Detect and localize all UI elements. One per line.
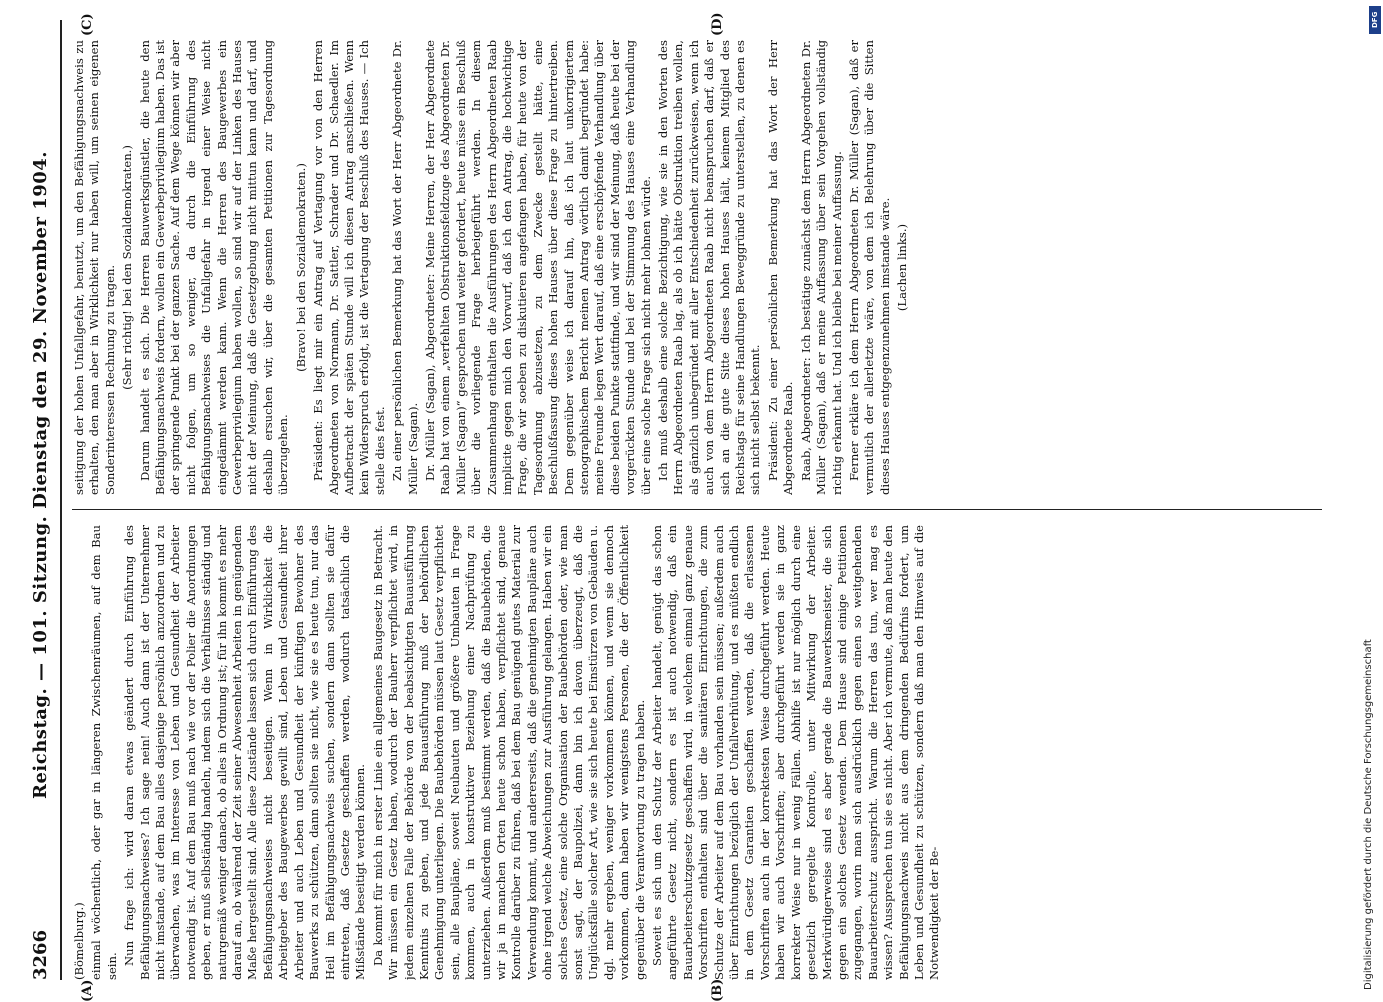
president-statement: Präsident: Zu einer persönlichen Bemerkung hat das Wort der Herr Abgeordnete Raab. [765,40,796,495]
paragraph: einmal wöchentlich, oder gar in längeren Zwischenräumen, auf dem Bau sein. [89,525,119,980]
page-header [20,20,62,980]
speaker-note: (Bömelburg.) [72,902,86,980]
paragraph: Darum handelt es sich. Die Herren Bauwerksgünstler, die heute den Befähigungsnachweis fordern, wollen ein Gewerbeprivilegium haben. Das ist der springende Punkt bei der ganzen Sache. Auf dem Wege können wir aber nicht folgen, um so weniger, da durch die Einführung des Befähigungsnachweises die Unfallgefahr in irgend einer Weise nicht eingedämmt werden kann. Wenn die Herren des Baugewerbes ein Gewerbeprivilegium haben wollen, so sind wir auf der Linken des Hauses nicht der Meinung, daß die Gesetzgebung nicht mittun kann und darf, und deshalb ersuchen wir, über die gesamten Petitionen zur Tagesordnung überzugehen. [137,40,291,495]
margin-marker-c: (C) [80,13,95,36]
rotated-page-content [20,12,1340,1002]
speech-raab: Raab, Abgeordneter: Ich bestätige zunächst dem Herrn Abgeordneten Dr. Müller (Sagan), daß er meine Auffassung über sein Vorgehen vollständig richtig erkannt hat. Und ich bleibe bei meiner Auffassung. [798,40,844,495]
margin-marker-a: (A) [80,979,95,1002]
margin-marker-b: (B) [710,978,725,1002]
dfg-logo: DFG [1369,6,1381,34]
interjection: (Lachen links.) [895,223,910,312]
paragraph: Soweit es sich um den Schutz der Arbeiter handelt, genügt das schon angeführte Gesetz nicht, sondern es ist auch notwendig, daß ein Bauarbeiterschutzgesetz geschaffen wird, in welchem einmal ganz genaue Vorschriften enthalten sind über die sanitären Einrichtungen, die zum Schutze der Arbeiter auf dem Bau vorhanden sein müssen; außerdem auch über Einrichtungen bezüglich der Unfallverhütung, und es müßten endlich in dem Gesetz Garantien geschaffen werden, daß die erlassenen Vorschriften auch in der korrektesten Weise durchgeführt werden. Heute haben wir auch Vorschriften; aber durchgeführt werden sie in ganz korrekter Weise nur in wenig Fällen. Abhilfe ist nur möglich durch eine gesetzlich geregelte Kontrolle, unter Mitwirkung der Arbeiter. Merkwürdigerweise sind es aber gerade die Bauwerksmeister, die sich gegen ein solches Gesetz wenden. Dem Hause sind einige Petitionen zugegangen, worin man sich ausdrücklich gegen einen so weitgehenden Bauarbeiterschutz ausspricht. Warum die Herren das tun, wer mag es wissen? Aussprechen tun sie es nicht. Aber ich vermute, daß man heute den Befähigungsnachweis nicht aus dem dringenden Bedürfnis fordert, um Leben und Gesundheit zu schützen, sondern daß man den Hinweis auf die Notwendigkeit der Be- [650,525,942,980]
digitization-credit: Digitalisierung gefördert durch die Deutsche Forschungsgemeinschaft [1363,639,1374,990]
paragraph: Da kommt für mich in erster Linie ein allgemeines Baugesetz in Betracht. Wir müssen ein Gesetz haben, wodurch der Bauherr verpflichtet wird, in jedem einzelnen Falle der Behörde von der beabsichtigten Bauausführung Kenntnis zu geben, und jede Bauausführung muß der behördlichen Genehmigung unterliegen. Die Baubehörden müssen laut Gesetz verpflichtet sein, alle Baupläne, soweit Neubauten und größere Umbauten in Frage kommen, auch in konstruktiver Beziehung einer Nachprüfung zu unterziehen. Außerdem muß bestimmt werden, daß die Baubehörden, die wir ja in manchen Orten heute schon haben, verpflichtet sind, genaue Kontrolle darüber zu führen, daß bei dem Bau genügend gutes Material zur Verwendung kommt, und andererseits, daß die genehmigten Baupläne auch ohne irgend welche Abweichungen zur Ausführung gelangen. Haben wir ein solches Gesetz, eine solche Organisation der Baubehörden oder, wie man sonst sagt, der Baupolizei, dann bin ich davon überzeugt, daß die Unglücksfälle solcher Art, wie sie sich heute bei Einstürzen von Gebäuden u. dgl. mehr ergeben, weniger vorkommen können, und wenn sie dennoch vorkommen, dann haben wir wenigstens Personen, die der Öffentlichkeit gegenüber die Verantwortung zu tragen haben. [370,525,647,980]
margin-marker-d: (D) [710,12,725,36]
column-divider [72,509,1322,510]
interjection: (Bravo! bei den Sozialdemokraten.) [293,163,308,372]
paragraph: Nun frage ich: wird daran etwas geändert durch Einführung des Befähigungsnachweises? Ich sage nein! Auch dann ist der Unternehmer nicht imstande, auf dem Bau alles dasjenige persönlich anzuordnen und zu überwachen, was im Interesse von Leben und Gesundheit der Arbeiter notwendig ist. Auf dem Bau muß nach wie vor der Polier die Anordnungen geben, er muß selbständig handeln, indem sich die Verhältnisse ständig und naturgemäß weniger danach, ob alles in Ordnung ist; für ihn kommt es mehr darauf an, ob während der Zeit seiner Abwesenheit Arbeiten in genügendem Maße hergestellt sind. Alle diese Zustände lassen sich durch Einführung des Befähigungsnachweises nicht beseitigen. Wenn in Wirklichkeit die Arbeitgeber des Baugewerbes gewillt sind, Leben und Gesundheit ihrer Arbeiter und auch Leben und Gesundheit der künftigen Bewohner des Bauwerks zu schützen, dann sollten sie nicht, wie sie es heute tun, nur das Heil im Befähigungsnachweis suchen, sondern dann sollten sie dafür eintreten, daß Gesetze geschaffen werden, wodurch tatsächlich die Mißstände beseitigt werden können. [122,525,368,980]
running-title: Reichstag. — 101. Sitzung. Dienstag den 29. November 1904. [29,150,51,799]
paragraph: Ich muß deshalb eine solche Bezichtigung, wie sie in den Worten des Herrn Abgeordneten Raab lag, als ob ich hätte Obstruktion treiben wollen, als gänzlich unbegründet mit aller Entschiedenheit zurückweisen, wenn ich auch von dem Herrn Abgeordneten Raab nicht beanspruchen darf, daß er sich an die gute Sitte dieses hohen Hauses hält, keinem Mitglied des Reichstags für seine Handlungen Beweggründe zu unterstellen, zu denen es sich nicht selbst bekennt. [656,40,763,495]
right-column [72,40,1332,495]
left-column [72,525,1332,980]
page-number: 3266 [29,929,51,980]
paragraph: Zu einer persönlichen Bemerkung hat das Wort der Herr Abgeordnete Dr. Müller (Sagan). [390,40,420,495]
paragraph: seitigung der hohen Unfallgefahr, benutzt, um den Befähigungsnachweis zu erhalten, den man aber in Wirklichkeit nur haben will, um seinen eigenen Sonderinteressen Rechnung zu tragen. [72,40,117,495]
paragraph: Ferner erkläre ich dem Herrn Abgeordneten Dr. Müller (Sagan), daß er vermutlich der allerletzte wäre, von dem ich Belehrung über die Sitten dieses Hauses entgegenzunehmen imstande wäre. [846,40,892,495]
interjection: (Sehr richtig! bei den Sozialdemokraten.) [120,145,135,390]
president-statement: Präsident: Es liegt mir ein Antrag auf Vertagung vor von den Herren Abgeordneten von Normann, Dr. Sattler, Schrader und Dr. Schaedler. Im Aufbetracht der späten Stunde will ich diesen Antrag anschließen. Wenn kein Widerspruch erfolgt, ist die Vertagung der Beschluß des Hauses. — Ich stelle dies fest. [311,40,387,495]
speech-mueller: Dr. Müller (Sagan), Abgeordneter: Meine Herren, der Herr Abgeordnete Raab hat von einem „verfehlten Obstruktionsfeldzuge des Abgeordneten Dr. Müller (Sagan)“ gesprochen und weiter gefordert, heute müsse ein Beschluß über die vorliegende Frage herbeigeführt werden. In diesem Zusammenhang enthalten die Ausführungen des Herrn Abgeordneten Raab implicite gegen mich den Vorwurf, daß ich den Antrag, die hochwichtige Frage, die wir soeben zu diskutieren angefangen haben, für heute von der Tagesordnung abzusetzen, zu dem Zwecke gestellt hätte, eine Beschlußfassung dieses hohen Hauses über diese Frage zu hintertreiben. Dem gegenüber weise ich darauf hin, daß ich laut unkorrigiertem stenographischem Bericht meinen Antrag wörtlich damit begründet habe: meine Freunde legen Wert darauf, daß eine erschöpfende Verhandlung über diese beiden Punkte stattfinde, und wir sind der Meinung, daß heute bei der vorgerückten Stunde und bei der Stimmung des Hauses eine Verhandlung über eine solche Frage sich nicht mehr lohnen würde. [422,40,653,495]
